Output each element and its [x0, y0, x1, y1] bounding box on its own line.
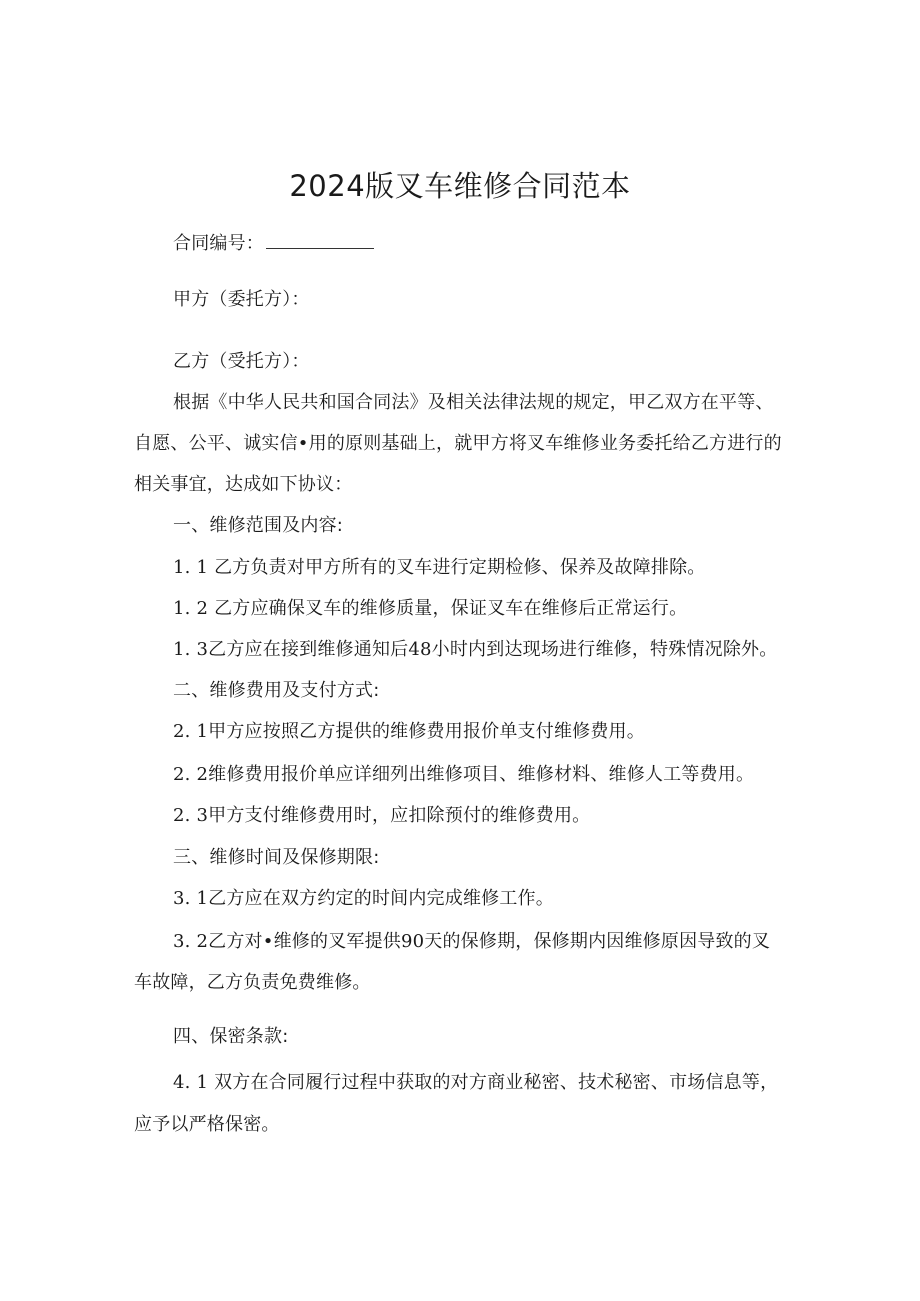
- section-heading: 四、保密条款:: [173, 1026, 289, 1047]
- contract-number-label: 合同编号：: [173, 233, 264, 254]
- contract-number-blank: [266, 230, 374, 249]
- party-a-label: 甲方（委托方）：: [173, 289, 310, 310]
- section-heading: 一、维修范围及内容:: [173, 515, 344, 536]
- section-heading: 二、维修费用及支付方式:: [173, 680, 380, 701]
- clause: 应予以严格保密。: [134, 1114, 280, 1135]
- clause: 2. 1甲方应按照乙方提供的维修费用报价单支付维修费用。: [173, 721, 645, 742]
- clause: 1. 1 乙方负责对甲方所有的叉车进行定期检修、保养及故障排除。: [173, 557, 706, 578]
- preamble-line: 自愿、公平、诚实信•用的原则基础上，就甲方将叉车维修业务委托给乙方进行的: [134, 433, 782, 454]
- clause: 1. 2 乙方应确保叉车的维修质量，保证叉车在维修后正常运行。: [173, 598, 688, 619]
- clause: 3. 2乙方对•维修的叉军提供90天的保修期，保修期内因维修原因导致的叉: [173, 931, 771, 952]
- section-heading: 三、维修时间及保修期限:: [173, 847, 380, 868]
- contract-number-row: [173, 230, 374, 256]
- party-b-label: 乙方（受托方）：: [173, 351, 310, 372]
- clause: 2. 2维修费用报价单应详细列出维修项目、维修材料、维修人工等费用。: [173, 764, 755, 785]
- clause: 3. 1乙方应在双方约定的时间内完成维修工作。: [173, 888, 554, 909]
- clause: 1. 3乙方应在接到维修通知后48小时内到达现场进行维修，特殊情况除外。: [173, 639, 778, 660]
- document-title: 2024版叉车维修合同范本: [289, 169, 631, 203]
- clause: 4. 1 双方在合同履行过程中获取的对方商业秘密、技术秘密、市场信息等，: [173, 1072, 779, 1093]
- preamble-line: 根据《中华人民共和国合同法》及相关法律法规的规定，甲乙双方在平等、: [173, 392, 774, 413]
- clause: 车故障，乙方负责免费维修。: [134, 972, 371, 993]
- preamble-line: 相关事宜，达成如下协议：: [134, 474, 353, 495]
- clause: 2. 3甲方支付维修费用时，应扣除预付的维修费用。: [173, 805, 591, 826]
